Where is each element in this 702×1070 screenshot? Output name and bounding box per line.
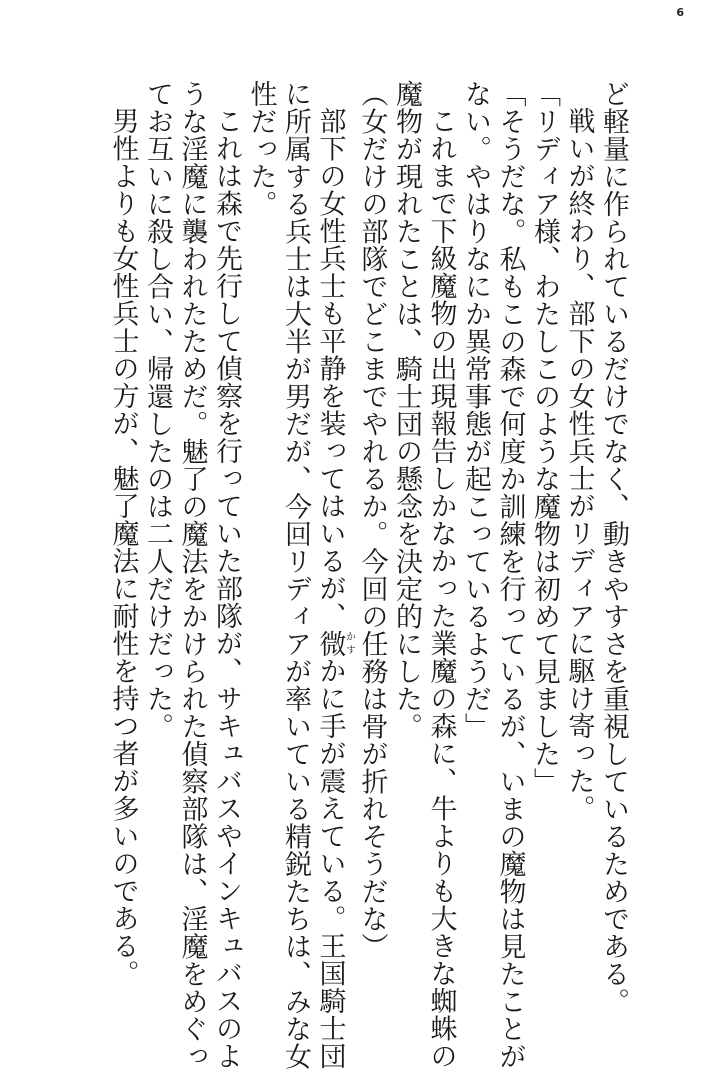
ruby-reading: かす xyxy=(343,629,355,657)
page-number: 6 xyxy=(676,6,684,19)
text-line: （女だけの部隊でどこまでやれるか。今回の任務は骨が折れそうだな） xyxy=(356,80,388,960)
text-line: うな淫魔に襲われたためだ。魅了の魔法をかけられた偵察部隊は、淫魔をめぐっ xyxy=(176,80,208,1070)
text-line: 魔物が現れたことは、騎士団の懸念を決定的にした。 xyxy=(391,80,422,740)
text-line: 男性よりも女性兵士の方が、魅了魔法に耐性を持つ者が多いのである。 xyxy=(107,107,139,987)
text-line: 「そうだな。私もこの森で何度か訓練を行っているが、いまの魔物は見たことが xyxy=(494,80,526,1070)
text-line: 「リディア様、わたしこのような魔物は初めて見ました」 xyxy=(529,80,560,795)
text-line: ない。やはりなにか異常事態が起こっているようだ」 xyxy=(460,80,491,740)
novel-text-body xyxy=(105,80,630,1070)
text-line: 部下の女性兵士も平静を装ってはいるが、微かすかに手が震えている。王国騎士団 xyxy=(314,107,355,1070)
text-line: に所属する兵士は大半が男だが、今回リディアが率いている精鋭たちは、みな女 xyxy=(280,80,311,1070)
ruby-annotation: 微かす xyxy=(314,629,355,657)
text-line: 戦いが終わり、部下の女性兵士がリディアに駆け寄った。 xyxy=(563,107,595,822)
text-line: てお互いに殺し合い、帰還したのは二人だけだった。 xyxy=(142,80,173,740)
text-line: ど軽量に作られているだけでなく、動きやすさを重視しているためである。 xyxy=(598,80,629,1015)
text-line: 性だった。 xyxy=(245,80,277,218)
text-line: これは森で先行して偵察を行っていた部隊が、サキュバスやインキュバスのよ xyxy=(211,107,242,1070)
text-line: これまで下級魔物の出現報告しかなかった業魔の森に、牛よりも大きな蜘蛛の xyxy=(425,107,457,1070)
